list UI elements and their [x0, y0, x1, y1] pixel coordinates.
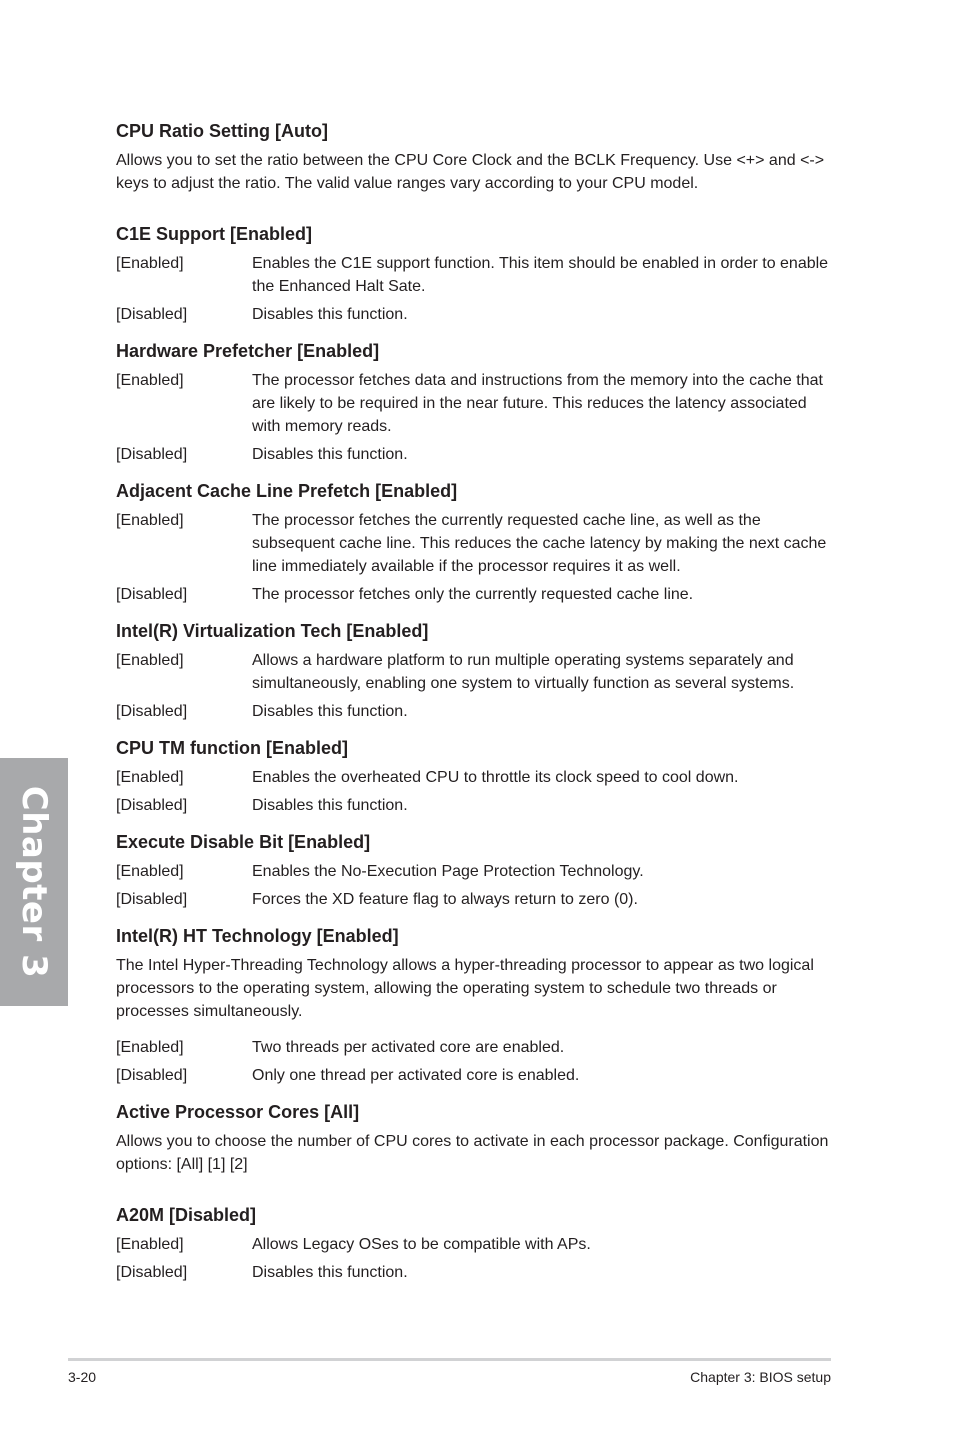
section-active-processor-cores: [116, 1100, 832, 1176]
option-row: [116, 509, 832, 578]
option-description: Allows Legacy OSes to be compatible with APs.: [252, 1236, 591, 1253]
option-row: [116, 443, 832, 466]
section-ht-technology: [116, 924, 832, 1087]
section-title: Execute Disable Bit [Enabled]: [116, 832, 371, 852]
section-title: Active Processor Cores [All]: [116, 1102, 360, 1122]
option-description: Disables this function.: [252, 306, 408, 323]
option-key: [Disabled]: [116, 891, 188, 908]
section-description: Allows you to choose the number of CPU cores to activate in each processor package. Configuration options: [All] [1] [2]: [116, 1133, 829, 1173]
option-row: [116, 649, 832, 695]
section-description: The Intel Hyper-Threading Technology allows a hyper-threading processor to appear as two logical processors to the operating system, allowing the operating system to schedule two threads or processes simultaneously.: [116, 957, 814, 1020]
option-description: Disables this function.: [252, 703, 408, 720]
chapter-side-tab: [0, 758, 68, 1006]
option-key: [Enabled]: [116, 652, 184, 669]
option-row: [116, 1233, 832, 1256]
option-description: Enables the C1E support function. This item should be enabled in order to enable the Enhanced Halt Sate.: [252, 255, 829, 295]
option-description: Disables this function.: [252, 446, 408, 463]
option-description: The processor fetches data and instructions from the memory into the cache that are likely to be required in the near future. This reduces the latency associated with memory reads.: [252, 372, 823, 435]
option-description: Two threads per activated core are enabled.: [252, 1039, 565, 1056]
option-key: [Enabled]: [116, 1039, 184, 1056]
option-key: [Disabled]: [116, 1067, 188, 1084]
option-description: Disables this function.: [252, 797, 408, 814]
option-key: [Enabled]: [116, 769, 184, 786]
option-key: [Disabled]: [116, 446, 188, 463]
footer-divider: [68, 1358, 831, 1361]
section-a20m: [116, 1203, 832, 1284]
option-row: [116, 860, 832, 883]
section-adjacent-cache-line: [116, 479, 832, 606]
section-title: C1E Support [Enabled]: [116, 224, 313, 244]
option-row: [116, 1064, 832, 1087]
section-title: Hardware Prefetcher [Enabled]: [116, 341, 380, 361]
section-title: CPU TM function [Enabled]: [116, 738, 348, 758]
section-cpu-tm-function: [116, 736, 832, 817]
section-title: A20M [Disabled]: [116, 1205, 257, 1225]
option-row: [116, 700, 832, 723]
option-description: Disables this function.: [252, 1264, 408, 1281]
section-title: Intel(R) HT Technology [Enabled]: [116, 926, 399, 946]
section-title: Intel(R) Virtualization Tech [Enabled]: [116, 621, 429, 641]
chapter-tab-label: Chapter 3: [14, 785, 54, 979]
option-key: [Enabled]: [116, 255, 184, 272]
section-hardware-prefetcher: [116, 339, 832, 466]
option-row: [116, 794, 832, 817]
option-row: [116, 1261, 832, 1284]
section-execute-disable-bit: [116, 830, 832, 911]
option-description: Forces the XD feature flag to always return to zero (0).: [252, 891, 638, 908]
option-row: [116, 303, 832, 326]
section-virtualization-tech: [116, 619, 832, 723]
option-key: [Disabled]: [116, 703, 188, 720]
option-description: The processor fetches only the currently requested cache line.: [252, 586, 694, 603]
option-description: The processor fetches the currently requested cache line, as well as the subsequent cache line. This reduces the cache latency by making the next cache line immediately available if the processor requires it as well.: [252, 512, 827, 575]
option-description: Allows a hardware platform to run multiple operating systems separately and simultaneously, enabling one system to virtually function as several systems.: [252, 652, 795, 692]
option-key: [Disabled]: [116, 306, 188, 323]
section-c1e-support: [116, 222, 832, 326]
option-row: [116, 888, 832, 911]
document-body: [116, 119, 832, 1297]
section-cpu-ratio: [116, 119, 832, 195]
option-key: [Enabled]: [116, 1236, 184, 1253]
option-row: [116, 369, 832, 438]
option-key: [Disabled]: [116, 797, 188, 814]
option-key: [Enabled]: [116, 512, 184, 529]
option-row: [116, 766, 832, 789]
option-row: [116, 252, 832, 298]
section-title: Adjacent Cache Line Prefetch [Enabled]: [116, 481, 458, 501]
footer-chapter-label: Chapter 3: BIOS setup: [690, 1369, 831, 1385]
section-description: Allows you to set the ratio between the CPU Core Clock and the BCLK Frequency. Use <+> and <-> keys to adjust the ratio. The valid value ranges vary according to your CPU model.: [116, 152, 825, 192]
option-key: [Enabled]: [116, 863, 184, 880]
option-key: [Disabled]: [116, 1264, 188, 1281]
page-number: 3-20: [68, 1369, 97, 1385]
option-description: Only one thread per activated core is enabled.: [252, 1067, 580, 1084]
option-row: [116, 583, 832, 606]
section-title: CPU Ratio Setting [Auto]: [116, 121, 328, 141]
option-description: Enables the overheated CPU to throttle its clock speed to cool down.: [252, 769, 739, 786]
option-description: Enables the No-Execution Page Protection Technology.: [252, 863, 644, 880]
option-key: [Disabled]: [116, 586, 188, 603]
option-row: [116, 1036, 832, 1059]
option-key: [Enabled]: [116, 372, 184, 389]
